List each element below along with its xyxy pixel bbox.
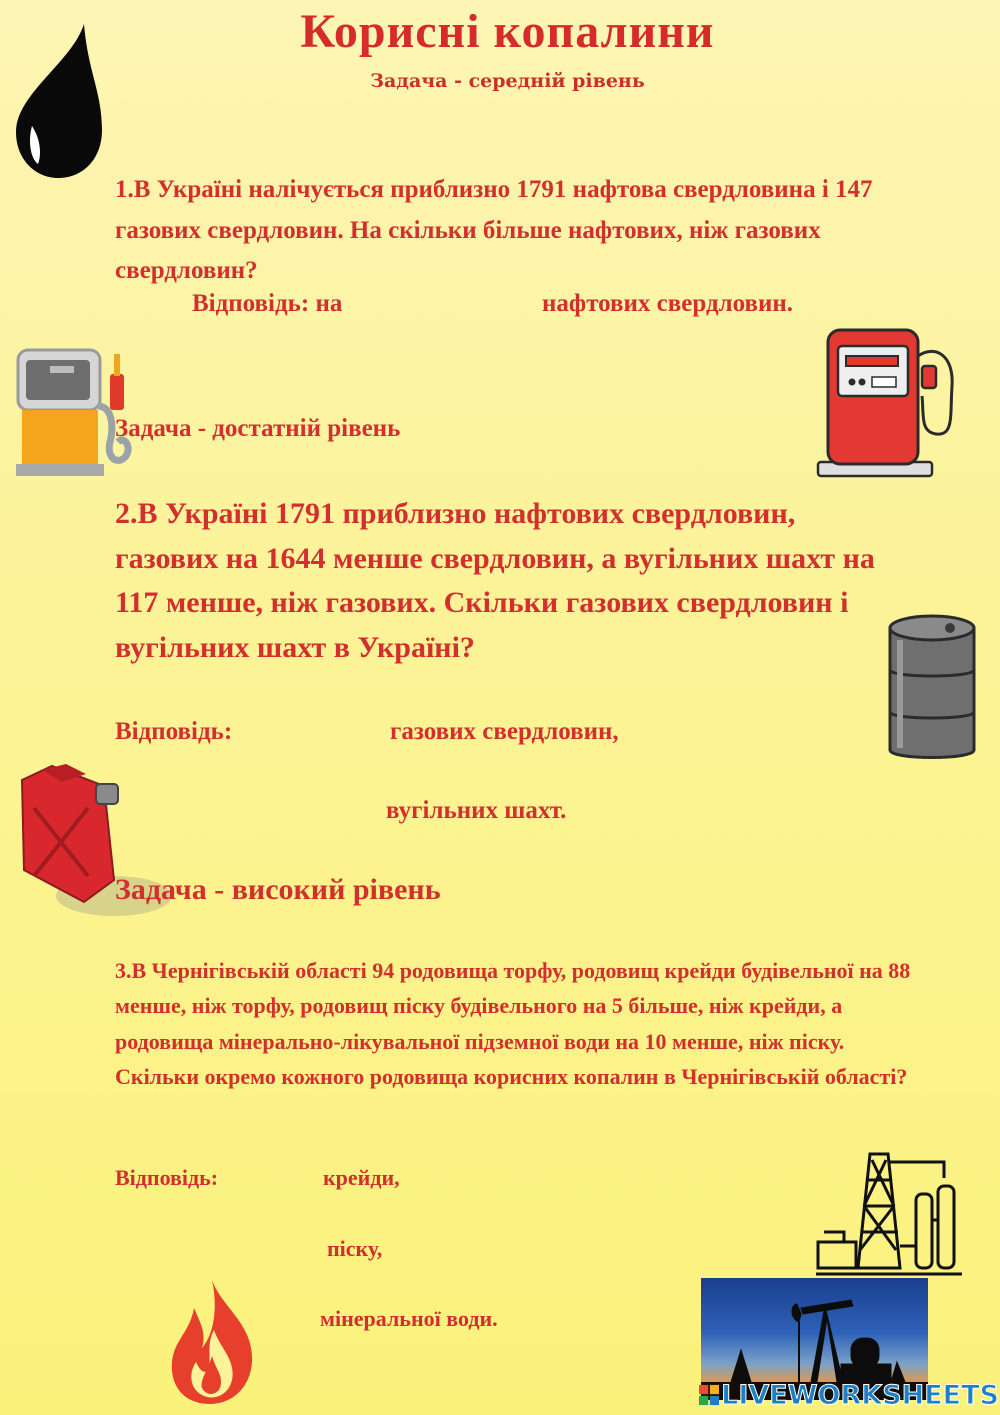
task3-answer-sand-input[interactable] (250, 1236, 322, 1266)
task3-heading: Задача - високий рівень (115, 873, 441, 906)
brand-name: LIVEWORKSHEETS (721, 1379, 999, 1411)
task2-answer-prefix: Відповідь: (115, 718, 233, 745)
task3-answer-chalk-input[interactable] (250, 1165, 318, 1195)
task1-answer-prefix: Відповідь: на (192, 290, 343, 317)
task2-answer-coal: вугільних шахт. (386, 797, 567, 824)
task2-heading: Задача - достатній рівень (115, 415, 401, 442)
page-subtitle: Задача - середній рівень (370, 70, 645, 92)
flame-icon (166, 1278, 258, 1406)
task3-answer-chalk: крейди, (323, 1165, 400, 1190)
task3-text: 3.В Чернігівській області 94 родовища торфу, родовищ крейди будівельної на 88 менше, ніж торфу, родовищ піску будівельного на 5 більше, ніж крейди, а родовища мінерально-лікувальної підземної води на 10 менше, ніж піску. Скільки окремо кожного родовища корисних копалин в Чернігівській області? (115, 958, 911, 1089)
task2-text: 2.В Україні 1791 приблизно нафтових свердловин, газових на 1644 менше свердловин, а вугільних шахт на 117 менше, ніж газових. Скільки газових свердловин і вугільних шахт в Україні? (115, 497, 875, 664)
task3-answer-sand: піску, (327, 1236, 383, 1261)
task2-answer-gas: газових свердловин, (390, 718, 619, 745)
gas-station-icon (814, 326, 964, 478)
task3-answer-prefix: Відповідь: (115, 1165, 219, 1190)
task2-answer-gas-input[interactable] (265, 718, 383, 750)
oil-drop-icon (12, 22, 104, 180)
task1-answer-input[interactable] (394, 290, 534, 322)
task1-text: 1.В Україні налічується приблизно 1791 нафтова свердловина і 147 газових свердловин. На скільки більше нафтових, ніж газових свердловин? (115, 176, 873, 284)
page-title: Корисні копалини (300, 5, 715, 58)
fuel-pump-icon (14, 346, 134, 478)
oil-rig-icon (814, 1150, 964, 1276)
task3-answer-water: мінеральної води. (320, 1306, 498, 1331)
task1-answer-suffix: нафтових свердловин. (542, 290, 794, 317)
task2-answer-coal-input[interactable] (265, 797, 383, 829)
oil-barrel-icon (884, 612, 980, 766)
brand-footer[interactable] (699, 1378, 999, 1412)
liveworksheets-logo-icon (699, 1383, 719, 1407)
